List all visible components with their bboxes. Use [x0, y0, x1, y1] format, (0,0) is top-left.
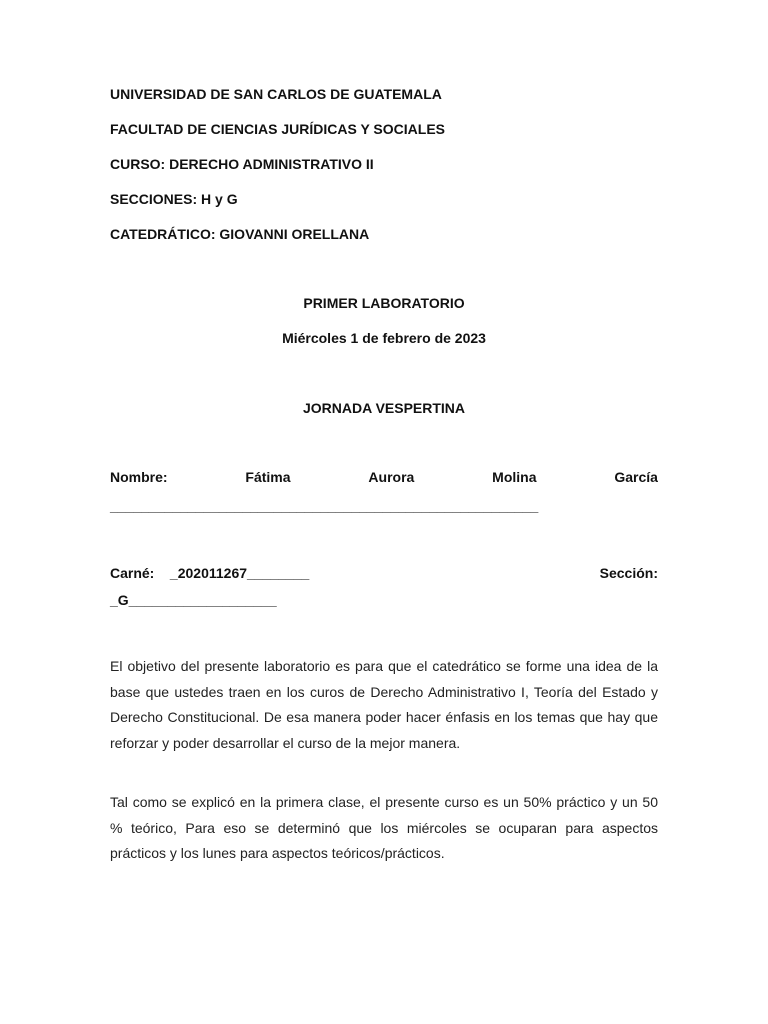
name-word-4: García	[614, 469, 658, 485]
carne-line	[110, 564, 658, 582]
university-name: UNIVERSIDAD DE SAN CARLOS DE GUATEMALA	[110, 86, 442, 102]
name-label: Nombre:	[110, 469, 168, 485]
lab-shift: JORNADA VESPERTINA	[302, 400, 466, 416]
lab-date: Miércoles 1 de febrero de 2023	[282, 330, 486, 346]
paragraph-objective: El objetivo del presente laboratorio es para que el catedrático se forme una idea de la base que ustedes traen en los curos de Derecho Administrativo I, Teoría del Estado y Derecho Constitucional. De esa manera poder hacer énfasis en los temas que hay que reforzar y poder desarrollar el curso de la mejor manera.	[110, 658, 658, 751]
name-word-2: Aurora	[368, 469, 415, 485]
name-line	[110, 468, 658, 486]
name-underline: _______________________________________________________	[110, 498, 539, 514]
course-name: CURSO: DERECHO ADMINISTRATIVO II	[110, 156, 374, 172]
name-word-3: Molina	[492, 469, 537, 485]
carne-value: _202011267________	[169, 565, 310, 581]
carne-group	[110, 564, 309, 582]
lab-title: PRIMER LABORATORIO	[303, 295, 465, 311]
carne-label: Carné:	[110, 565, 155, 581]
sections-line: SECCIONES: H y G	[110, 191, 238, 207]
section-label: Sección:	[599, 565, 658, 581]
professor-line: CATEDRÁTICO: GIOVANNI ORELLANA	[110, 226, 370, 242]
paragraph-course-split: Tal como se explicó en la primera clase, el presente curso es un 50% práctico y un 50 % teórico, Para eso se determinó que los miércoles se ocuparan para aspectos prácticos y los lunes para aspectos teóricos/prácticos.	[110, 794, 658, 861]
name-word-1: Fátima	[245, 469, 291, 485]
faculty-name: FACULTAD DE CIENCIAS JURÍDICAS Y SOCIALES	[110, 121, 446, 137]
section-value: _G___________________	[110, 592, 277, 608]
